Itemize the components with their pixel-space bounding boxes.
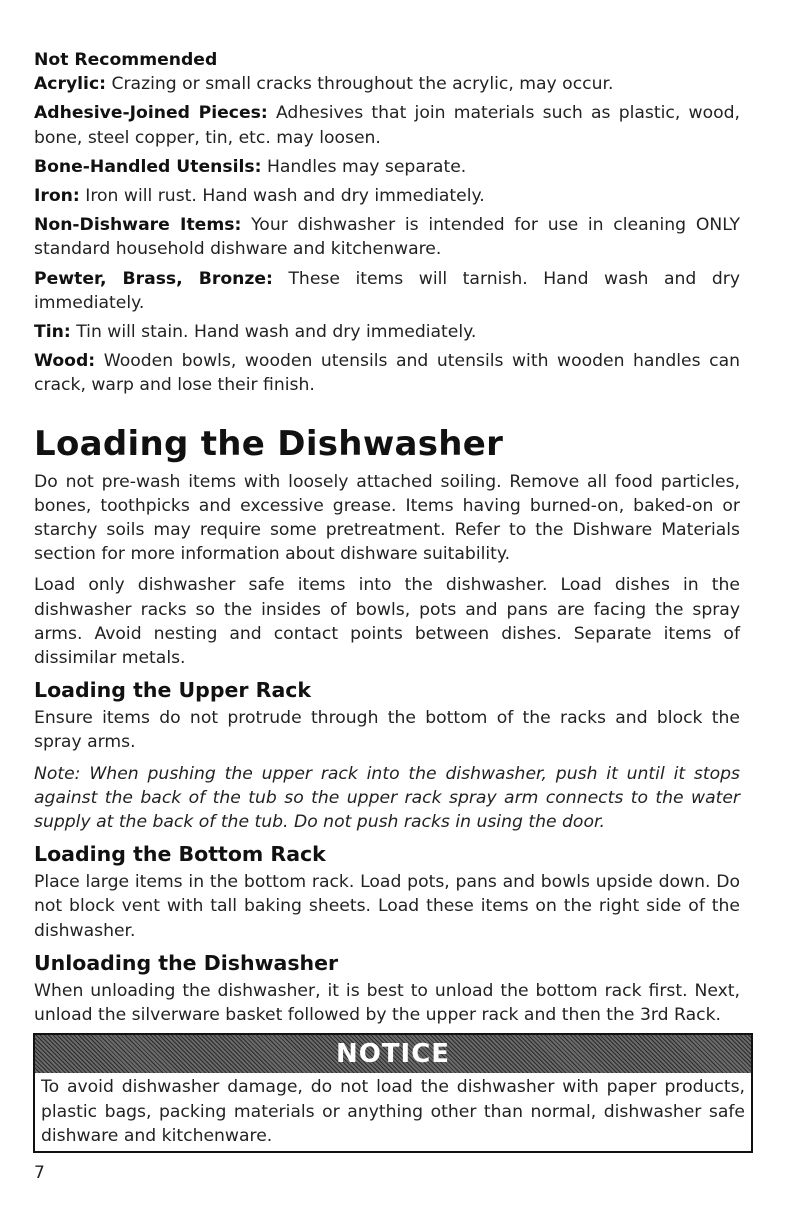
upper-rack-note: Note: When pushing the upper rack into the dishwasher, push it until it stops against the back of the tub so the upper rack spray arm connects to the water supply at the back of the tub. Do not push racks in using the door.	[34, 763, 740, 833]
bottom-rack-title: Loading the Bottom Rack	[34, 842, 326, 867]
item-term: Tin:	[34, 322, 71, 343]
item-text: Iron will rust. Hand wash and dry immediately.	[85, 186, 485, 207]
item-text: Your dishwasher is intended for use in cleaning ONLY standard household dishware and kitchenware.	[34, 215, 741, 260]
notice-header	[35, 1035, 751, 1073]
item-text: Crazing or small cracks throughout the acrylic, may occur.	[111, 74, 614, 95]
notice-body	[35, 1073, 751, 1151]
notice-title: NOTICE	[335, 1039, 451, 1070]
item-pewter-brass-bronze	[34, 267, 740, 315]
item-term: Acrylic:	[34, 74, 107, 95]
item-text: These items will tarnish. Hand wash and dry immediately.	[34, 268, 740, 313]
item-term: Iron:	[34, 186, 80, 207]
bottom-rack-paragraph: Place large items in the bottom rack. Load pots, pans and bowls upside down. Do not block vent with tall baking sheets. Load these items on the right side of the dishwasher.	[34, 872, 740, 941]
not-recommended-section	[34, 48, 740, 398]
notice-text: To avoid dishwasher damage, do not load the dishwasher with paper products, plastic bags, packing materials or anything other than normal, dishwasher safe dishware and kitchenware.	[41, 1077, 745, 1146]
item-term: Adhesive-Joined Pieces:	[34, 103, 268, 124]
item-text: Handles may separate.	[266, 156, 467, 177]
upper-rack-paragraph: Ensure items do not protrude through the bottom of the racks and block the spray arms.	[34, 708, 740, 753]
not-recommended-heading: Not Recommended	[34, 50, 218, 70]
item-term: Wood:	[34, 351, 96, 372]
item-text: Adhesives that join materials such as plastic, wood, bone, steel copper, tin, etc. may loosen.	[34, 103, 740, 148]
loading-title: Loading the Dishwasher	[34, 423, 504, 464]
item-iron	[34, 184, 740, 208]
item-term: Non-Dishware Items:	[34, 215, 242, 236]
item-text: Wooden bowls, wooden utensils and utensils with wooden handles can crack, warp and lose their finish.	[34, 351, 740, 396]
loading-paragraph-2: Load only dishwasher safe items into the dishwasher. Load dishes in the dishwasher racks so the insides of bowls, pots and pans are facing the spray arms. Avoid nesting and contact points between dishes. Separate items of dissimilar metals.	[34, 575, 740, 669]
item-tin	[34, 320, 740, 344]
notice-box	[33, 1033, 753, 1153]
manual-page	[34, 48, 745, 1153]
upper-rack-title: Loading the Upper Rack	[34, 678, 312, 703]
loading-paragraph-1: Do not pre-wash items with loosely attached soiling. Remove all food particles, bones, toothpicks and excessive grease. Items having burned-on, baked-on or starchy soils may require some pretreatment. Refer to the Dishware Materials section for more information about dishware suitability.	[34, 471, 740, 565]
unloading-title: Unloading the Dishwasher	[34, 950, 339, 975]
item-non-dishware	[34, 213, 740, 261]
page-number: 7	[34, 1163, 45, 1183]
item-term: Bone-Handled Utensils:	[34, 156, 262, 177]
item-term: Pewter, Brass, Bronze:	[34, 268, 273, 289]
item-acrylic	[34, 72, 740, 96]
item-adhesive-joined	[34, 101, 740, 149]
unloading-paragraph: When unloading the dishwasher, it is best to unload the bottom rack first. Next, unload the silverware basket followed by the upper rack and then the 3rd Rack.	[34, 980, 740, 1026]
item-bone-handled	[34, 155, 740, 179]
item-wood	[34, 349, 740, 397]
item-text: Tin will stain. Hand wash and dry immediately.	[76, 322, 477, 343]
